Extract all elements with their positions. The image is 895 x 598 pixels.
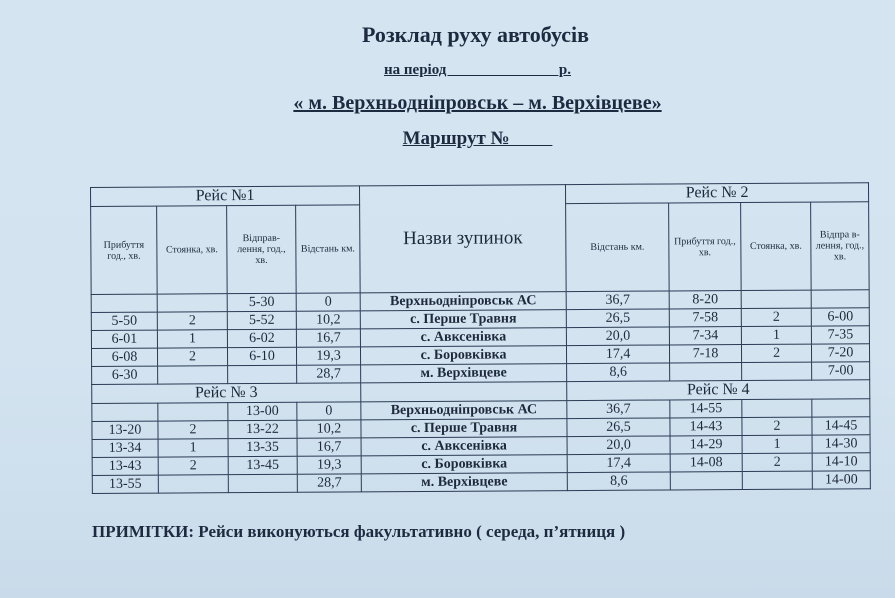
cell: 20,0 xyxy=(566,327,669,346)
cell: 2 xyxy=(158,457,228,475)
cell: 14-00 xyxy=(812,471,870,489)
cell: 19,3 xyxy=(296,347,360,365)
cell: 7-58 xyxy=(669,309,741,327)
cell: 8,6 xyxy=(567,472,670,491)
cell: 7-20 xyxy=(812,344,870,362)
stop-name: с. Перше Травня xyxy=(360,310,566,329)
cell: 13-55 xyxy=(92,475,158,493)
cell: 10,2 xyxy=(297,420,361,438)
cell xyxy=(670,363,742,381)
stop-name: с. Боровківка xyxy=(361,346,567,365)
cell: 6-02 xyxy=(227,329,296,347)
cell xyxy=(742,362,812,380)
cell: 2 xyxy=(157,312,227,330)
cell xyxy=(158,403,228,421)
cell: 14-30 xyxy=(812,435,870,453)
cell: 6-10 xyxy=(227,347,296,365)
cell: 10,2 xyxy=(296,311,360,329)
cell xyxy=(741,290,811,308)
cell: 2 xyxy=(742,344,812,362)
cell: 1 xyxy=(158,439,228,457)
cell: 14-29 xyxy=(670,436,742,454)
document-title: Розклад руху автобусів xyxy=(361,22,590,47)
cell: 6-00 xyxy=(811,308,869,326)
table-row xyxy=(92,471,870,494)
cell xyxy=(742,471,812,489)
stop-name: с. Перше Травня xyxy=(361,419,567,438)
cell xyxy=(812,399,870,417)
cell xyxy=(228,474,297,492)
cell: 6-08 xyxy=(91,348,157,366)
cell: 13-20 xyxy=(92,421,158,439)
cell xyxy=(670,472,742,490)
cell: 14-08 xyxy=(670,454,742,472)
cell xyxy=(158,475,228,493)
cell: 14-43 xyxy=(670,418,742,436)
cell: 2 xyxy=(741,308,811,326)
cell: 5-52 xyxy=(227,311,296,329)
cell: 7-34 xyxy=(669,327,741,345)
cell xyxy=(228,365,297,383)
cell: 1 xyxy=(741,326,811,344)
cell: 2 xyxy=(157,348,227,366)
cell: 0 xyxy=(297,402,361,420)
cell: 2 xyxy=(742,417,812,435)
cell: 16,7 xyxy=(296,329,360,347)
route-number: Маршрут № xyxy=(402,128,553,149)
cell: 2 xyxy=(742,453,812,471)
period-line: на період р. xyxy=(384,62,571,78)
cell xyxy=(92,403,158,421)
cell: 13-34 xyxy=(92,439,158,457)
cell: 28,7 xyxy=(297,474,361,492)
cell: 16,7 xyxy=(297,438,361,456)
cell: 5-50 xyxy=(91,312,157,330)
cell xyxy=(811,290,869,308)
cell: 5-30 xyxy=(227,293,296,311)
stop-name: с. Авксенівка xyxy=(361,437,567,456)
cell: 7-18 xyxy=(670,345,742,363)
col-distance-r: Відстань км. xyxy=(566,203,670,292)
trip-2-header: Рейс № 2 xyxy=(566,183,869,204)
col-stop-time: Стоянка, хв. xyxy=(157,206,228,294)
blank-cell xyxy=(361,382,567,402)
stop-name: с. Боровківка xyxy=(361,455,567,474)
trip-1-header: Рейс №1 xyxy=(91,186,360,207)
cell: 13-35 xyxy=(228,438,297,456)
cell: 6-30 xyxy=(92,366,158,384)
trip-3-header: Рейс № 3 xyxy=(92,383,361,404)
cell: 8,6 xyxy=(567,363,670,382)
cell: 14-10 xyxy=(812,453,870,471)
cell: 20,0 xyxy=(567,436,670,455)
cell: 0 xyxy=(296,293,360,311)
cell xyxy=(91,294,157,312)
cell: 36,7 xyxy=(567,400,670,419)
stops-column-header: Назви зупинок xyxy=(360,185,567,293)
schedule-table xyxy=(90,182,871,494)
stop-name: м. Верхівцеве xyxy=(361,364,567,383)
stop-name: Верхньодніпровськ АС xyxy=(361,401,567,420)
cell xyxy=(742,399,812,417)
cell: 13-45 xyxy=(228,456,297,474)
cell: 26,5 xyxy=(567,418,670,437)
cell: 36,7 xyxy=(566,291,669,310)
col-arrival-r: Прибуття год., хв. xyxy=(669,203,742,291)
cell: 26,5 xyxy=(566,309,669,328)
stop-name: с. Авксенівка xyxy=(360,328,566,347)
cell: 13-22 xyxy=(228,420,297,438)
cell: 7-35 xyxy=(811,326,869,344)
cell: 17,4 xyxy=(567,345,670,364)
trip-4-header: Рейс № 4 xyxy=(567,380,870,401)
cell: 13-00 xyxy=(228,402,297,420)
stop-name: м. Верхівцеве xyxy=(361,473,567,492)
cell: 13-43 xyxy=(92,457,158,475)
route-name: « м. Верхньодніпровськ – м. Верхівцеве» xyxy=(293,92,662,114)
cell: 14-55 xyxy=(670,400,742,418)
cell: 14-45 xyxy=(812,417,870,435)
cell: 6-01 xyxy=(91,330,157,348)
stop-name: Верхньодніпровськ АС xyxy=(360,292,566,311)
cell: 7-00 xyxy=(812,362,870,380)
cell: 28,7 xyxy=(297,365,361,383)
cell xyxy=(157,294,227,312)
col-stop-time-r: Стоянка, хв. xyxy=(741,202,812,290)
cell: 17,4 xyxy=(567,454,670,473)
notes: ПРИМІТКИ: Рейси виконуються факультативно ( середа, п’ятниця ) xyxy=(92,522,626,541)
col-distance: Відстань км. xyxy=(296,205,361,293)
cell: 1 xyxy=(742,435,812,453)
cell: 19,3 xyxy=(297,456,361,474)
col-departure-r: Відпра в-лення, год., хв. xyxy=(811,202,870,290)
cell: 2 xyxy=(158,421,228,439)
col-arrival: Прибуття год., хв. xyxy=(91,206,158,294)
cell xyxy=(158,366,228,384)
cell: 8-20 xyxy=(669,291,741,309)
col-departure: Відправ-лення, год., хв. xyxy=(227,205,297,293)
cell: 1 xyxy=(157,330,227,348)
